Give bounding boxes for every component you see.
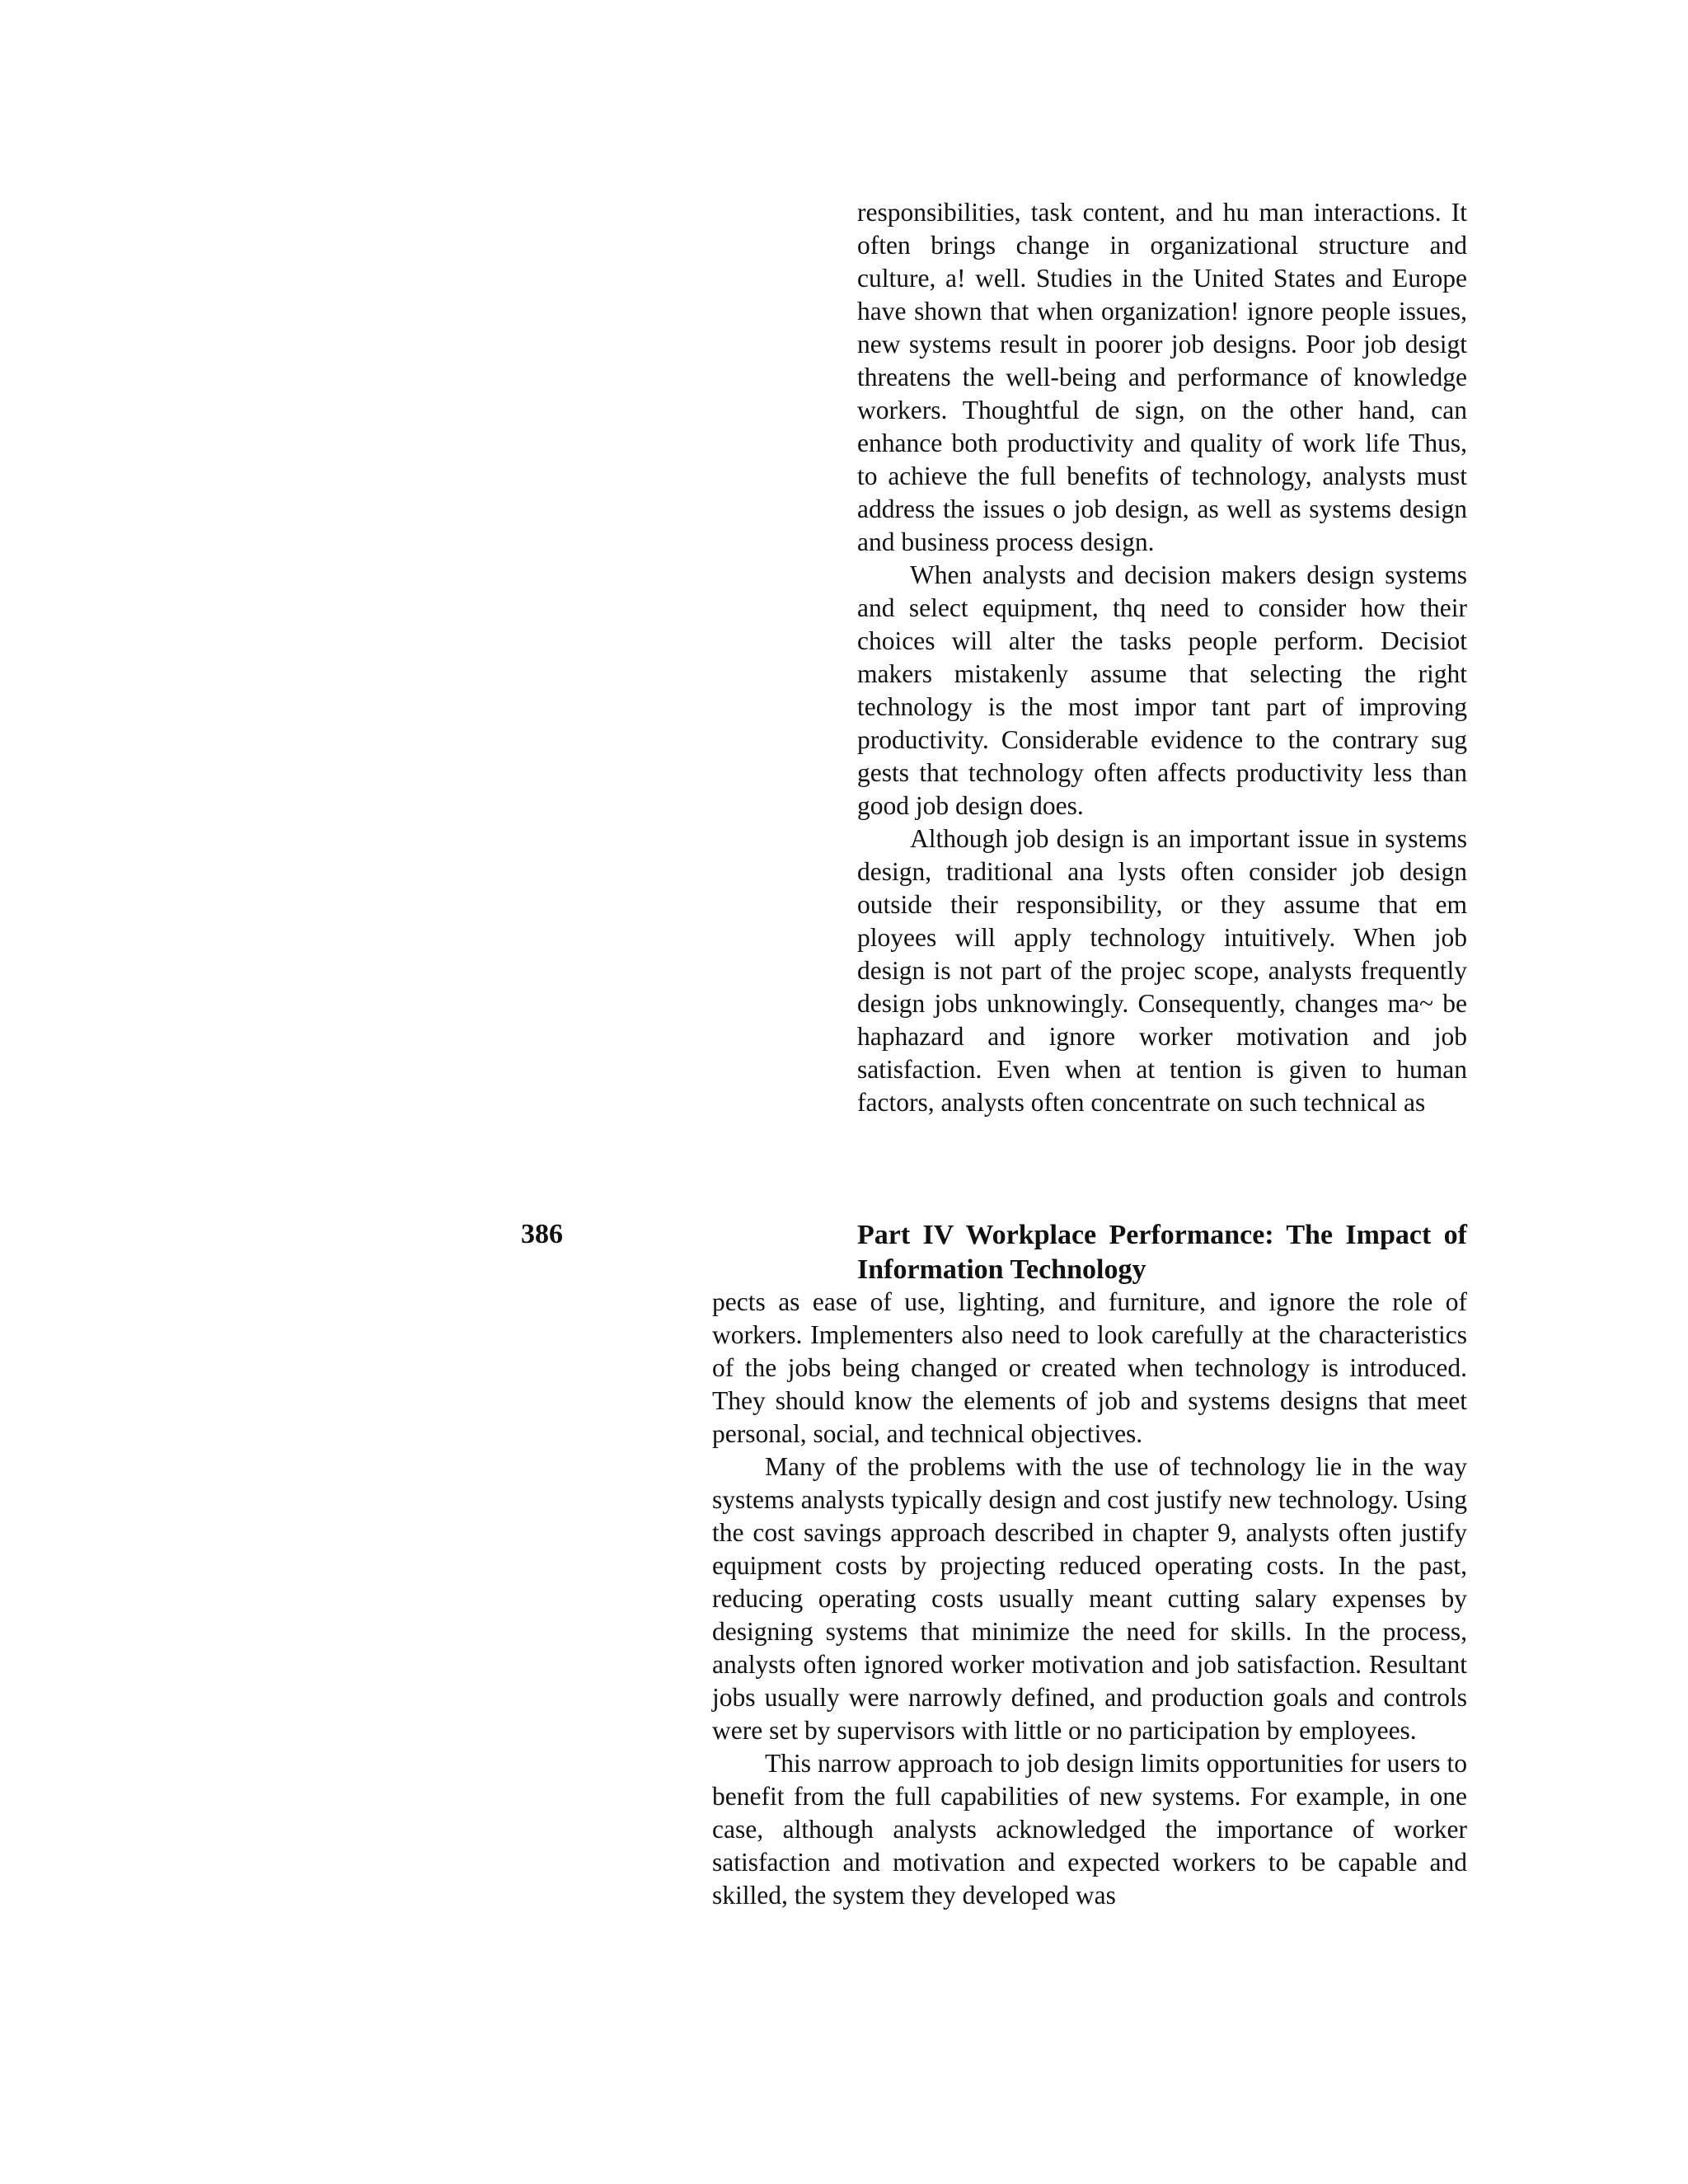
paragraph: When analysts and decision makers design systems and select equipment, thq need to consider how their choices will alter the tasks people perform. Decisiot makers mistakenly assume that selecting the right technology is the most impor tant part of improving productivity. Considerable evidence to the contrary sug gests that technology often affects productivity less than good job design does. [857, 560, 1467, 820]
page-number: 386 [521, 1219, 563, 1249]
paragraph: This narrow approach to job design limits opportunities for users to benefit from the full capabilities of new systems. For example, in one case, although analysts acknowledged the importance of worker satisfaction and motivation and expected workers to be capable and skilled, the system they developed was [712, 1749, 1467, 1910]
paragraph: Many of the problems with the use of technology lie in the way systems analysts typically design and cost justify new technology. Using the cost savings approach described in chapter 9, analysts often justify equipment costs by projecting reduced operating costs. In the past, reducing operating costs usually meant cutting salary expenses by designing systems that minimize the need for skills. In the process, analysts often ignored worker motivation and job satisfaction. Resultant jobs usually were narrowly defined, and production goals and controls were set by supervisors with little or no participation by employees. [712, 1452, 1467, 1745]
lower-text-column [712, 1286, 1467, 1912]
paragraph-continued: responsibilities, task content, and hu man interactions. It often brings change in organizational structure and culture, a! well. Studies in the United States and Europe have shown that when organization! ignore people issues, new systems result in poorer job designs. Poor job desigt threatens the well-being and performance of knowledge workers. Thoughtful de sign, on the other hand, can enhance both productivity and quality of work life Thus, to achieve the full benefits of technology, analysts must address the issues o job design, as well as systems design and business process design. [857, 198, 1467, 556]
upper-text-column [857, 196, 1467, 1119]
running-head: Part IV Workplace Performance: The Impact of Information Technology [857, 1220, 1467, 1285]
paragraph-continued: pects as ease of use, lighting, and furniture, and ignore the role of workers. Implementers also need to look carefully at the characteristics of the jobs being changed or created when technology is introduced. They should know the elements of job and systems designs that meet personal, social, and technical objectives. [712, 1287, 1467, 1448]
paragraph: Although job design is an important issue in systems design, traditional ana lysts often consider job design outside their responsibility, or they assume that em ployees will apply technology intuitively. When job design is not part of the projec scope, analysts frequently design jobs unknowingly. Consequently, changes ma~ be haphazard and ignore worker motivation and job satisfaction. Even when at tention is given to human factors, analysts often concentrate on such technical as [857, 824, 1467, 1117]
